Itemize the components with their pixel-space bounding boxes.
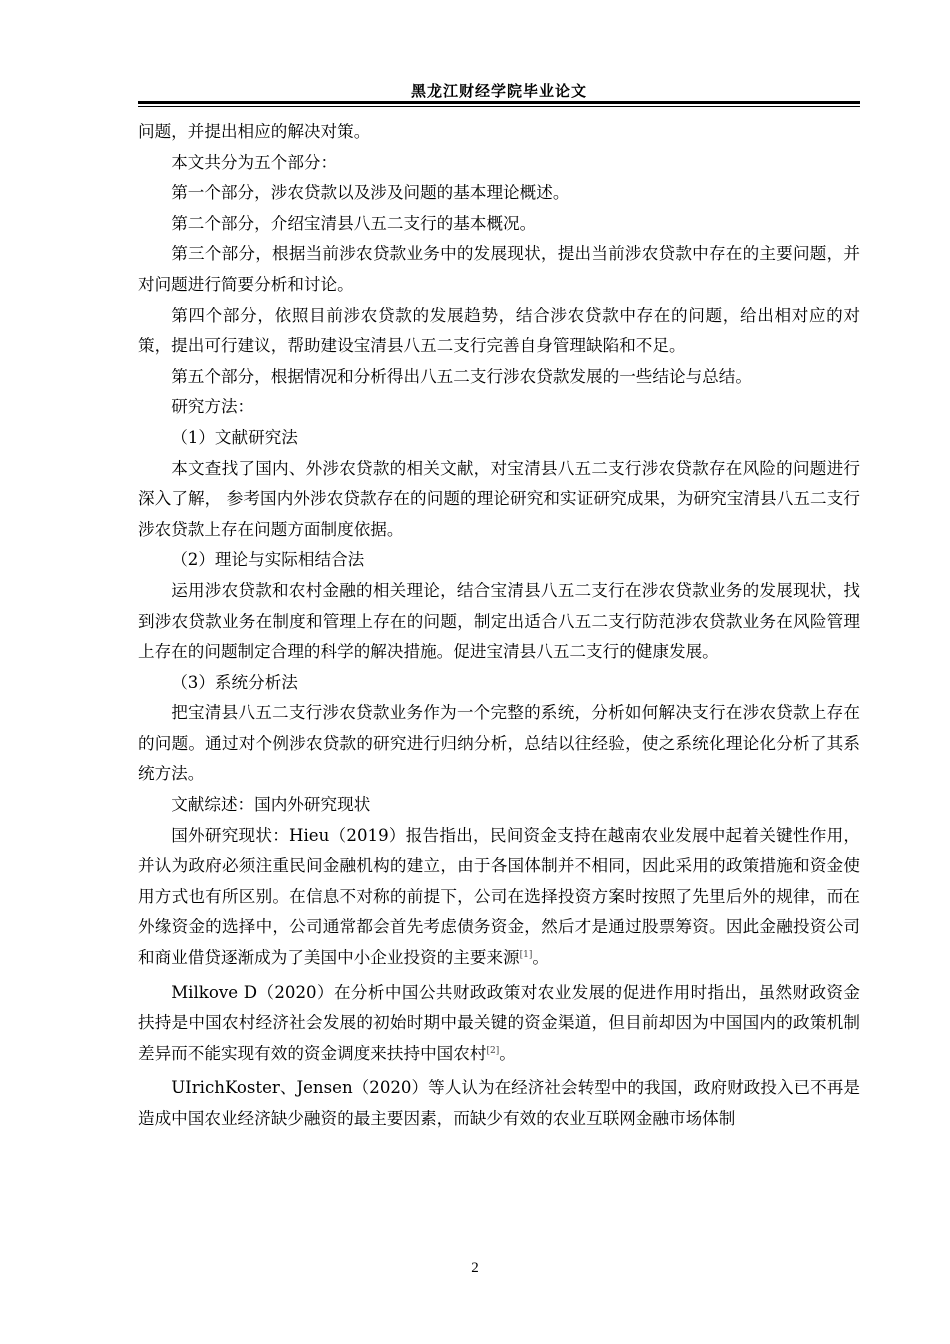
paragraph: 研究方法： <box>171 397 255 417</box>
paragraph-text: Milkove D（2020）在分析中国公共财政政策对农业发展的促进作用时指出，虽然财政资金扶持是中国农村经济社会发展的初始时期中最关键的资金渠道，但目前却因为中国国内的政策机制差异而不能实现有效的资金调度来扶持中国农村 <box>138 982 860 1063</box>
paragraph: 问题，并提出相应的解决对策。 <box>138 122 371 141</box>
paragraph: 本文共分为五个部分： <box>171 152 338 172</box>
paragraph: 本文查找了国内、外涉农贷款的相关文献，对宝清县八五二支行涉农贷款存在风险的问题进行深入了解， 参考国内外涉农贷款存在的问题的理论研究和实证研究成果，为研究宝清县八五二支行涉农贷款上存在问题方面制度依据。 <box>138 458 860 539</box>
punctuation: 。 <box>499 1043 516 1063</box>
page-number: 2 <box>471 1260 479 1276</box>
paragraph: （1）文献研究法 <box>171 427 298 447</box>
paragraph: 文献综述：国内外研究现状 <box>171 795 371 815</box>
paragraph <box>138 978 860 1070</box>
header-rule-thick <box>138 101 860 104</box>
paragraph: 把宝清县八五二支行涉农贷款业务作为一个完整的系统，分析如何解决支行在涉农贷款上存在的问题。通过对个例涉农贷款的研究进行归纳分析，总结以往经验，使之系统化理论化分析了其系统方法。 <box>138 703 860 784</box>
page-header-title: 黑龙江财经学院毕业论文 <box>410 82 587 100</box>
paragraph: 第一个部分，涉农贷款以及涉及问题的基本理论概述。 <box>171 183 570 203</box>
paragraph <box>138 821 860 974</box>
body-text <box>138 117 860 1135</box>
paragraph: 第三个部分，根据当前涉农贷款业务中的发展现状，提出当前涉农贷款中存在的主要问题，并对问题进行简要分析和讨论。 <box>138 244 860 294</box>
header-rule-thin <box>138 106 860 107</box>
paragraph: （2）理论与实际相结合法 <box>171 550 365 570</box>
paragraph-text: 国外研究现状：Hieu（2019）报告指出，民间资金支持在越南农业发展中起着关键性作用，并认为政府必须注重民间金融机构的建立，由于各国体制并不相同，因此采用的政策措施和资金使用方式也有所区别。在信息不对称的前提下，公司在选择投资方案时按照了先里后外的规律，而在外缘资金的选择中，公司通常都会首先考虑债务资金，然后才是通过股票筹资。因此金融投资公司和商业借贷逐渐成为了美国中小企业投资的主要来源 <box>138 825 860 968</box>
citation: [2] <box>486 1045 500 1056</box>
paragraph: 第二个部分，介绍宝清县八五二支行的基本概况。 <box>171 213 537 233</box>
paragraph: UIrichKoster、Jensen（2020）等人认为在经济社会转型中的我国，政府财政投入已不再是造成中国农业经济缺少融资的最主要因素，而缺少有效的农业互联网金融市场体制 <box>138 1078 860 1128</box>
punctuation: 。 <box>532 948 549 968</box>
citation: [1] <box>519 950 533 961</box>
paragraph: 运用涉农贷款和农村金融的相关理论，结合宝清县八五二支行在涉农贷款业务的发展现状，找到涉农贷款业务在制度和管理上存在的问题，制定出适合八五二支行防范涉农贷款业务在风险管理上存在的问题制定合理的科学的解决措施。促进宝清县八五二支行的健康发展。 <box>138 580 860 662</box>
paragraph: 第四个部分，依照目前涉农贷款的发展趋势，结合涉农贷款中存在的问题，给出相对应的对策，提出可行建议，帮助建设宝清县八五二支行完善自身管理缺陷和不足。 <box>138 305 860 356</box>
paragraph: 第五个部分，根据情况和分析得出八五二支行涉农贷款发展的一些结论与总结。 <box>171 366 752 386</box>
paragraph: （3）系统分析法 <box>171 672 298 692</box>
